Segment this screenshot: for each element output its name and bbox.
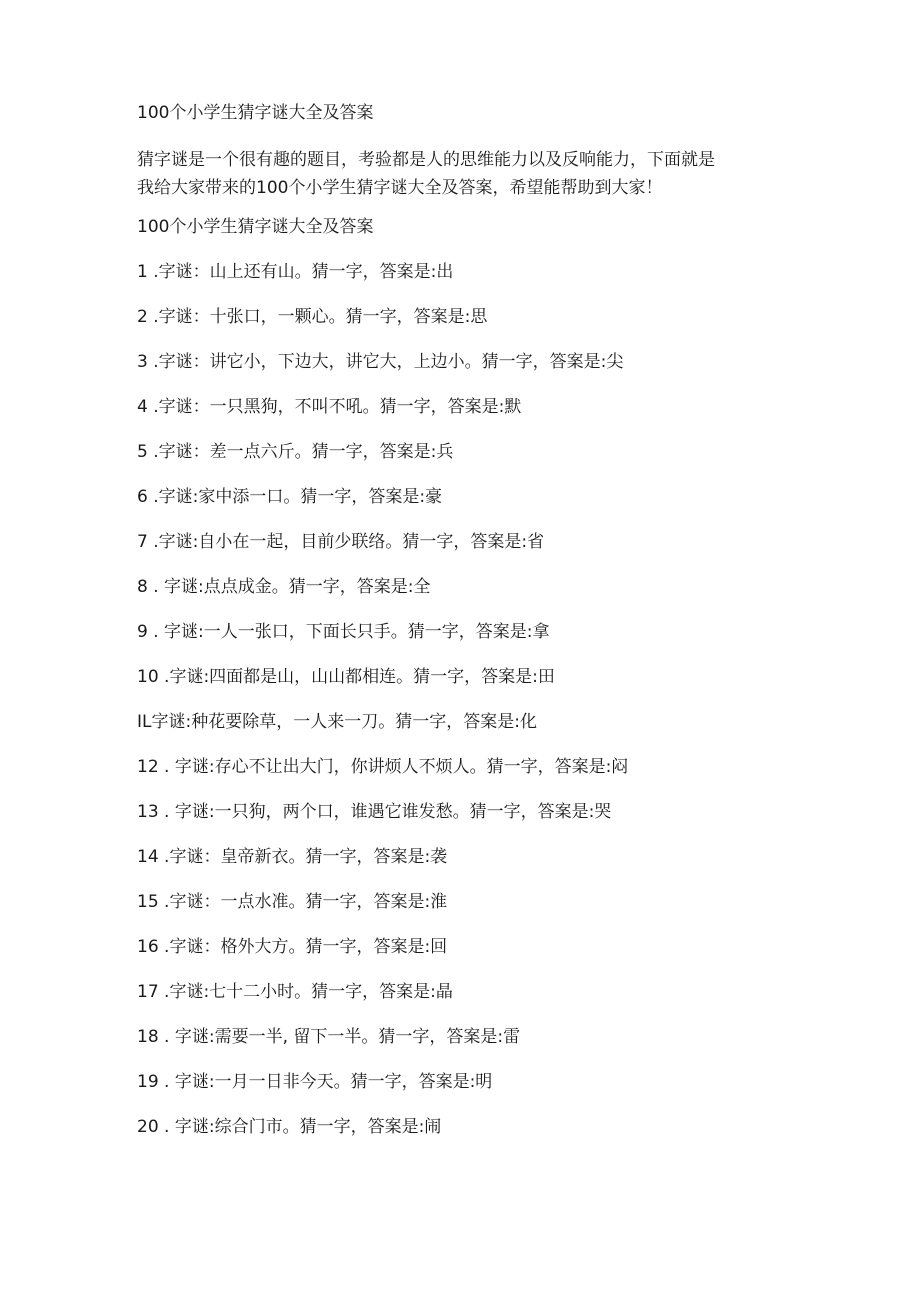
riddle-item: 16 .字谜：格外大方。猜一字，答案是:回	[137, 937, 448, 957]
riddle-item: 17 .字谜:七十二小时。猜一字，答案是:晶	[137, 982, 453, 1002]
riddle-item: 14 .字谜：皇帝新衣。猜一字，答案是:袭	[137, 847, 448, 867]
riddle-item: 10 .字谜:四面都是山，山山都相连。猜一字，答案是:田	[137, 667, 555, 687]
section-title: 100个小学生猜字谜大全及答案	[137, 217, 374, 237]
riddle-item: 5 .字谜：差一点六斤。猜一字，答案是:兵	[137, 442, 454, 462]
riddle-item: 6 .字谜:家中添一口。猜一字，答案是:豪	[137, 487, 443, 507]
intro-line: 我给大家带来的100个小学生猜字谜大全及答案，希望能帮助到大家！	[137, 178, 663, 198]
document-title: 100个小学生猜字谜大全及答案	[137, 103, 374, 123]
riddle-item: 13 . 字谜:一只狗，两个口，谁遇它谁发愁。猜一字，答案是:哭	[137, 802, 612, 822]
riddle-item: 2 .字谜：十张口，一颗心。猜一字，答案是:思	[137, 307, 488, 327]
riddle-item: 1 .字谜：山上还有山。猜一字，答案是:出	[137, 262, 454, 282]
riddle-item: 12 . 字谜:存心不让出大门，你讲烦人不烦人。猜一字，答案是:闷	[137, 757, 629, 777]
riddle-item: 3 .字谜：讲它小，下边大，讲它大，上边小。猜一字，答案是:尖	[137, 352, 624, 372]
riddle-item: 19 . 字谜:一月一日非今天。猜一字，答案是:明	[137, 1072, 493, 1092]
riddle-item: 15 .字谜：一点水准。猜一字，答案是:淮	[137, 892, 448, 912]
intro-line: 猜字谜是一个很有趣的题目，考验都是人的思维能力以及反响能力，下面就是	[137, 150, 715, 170]
riddle-list	[137, 260, 628, 1160]
riddle-item: 18 . 字谜:需要一半, 留下一半。猜一字，答案是:雷	[137, 1027, 521, 1047]
riddle-item: 7 .字谜:自小在一起，目前少联络。猜一字，答案是:省	[137, 532, 545, 552]
intro-paragraph	[137, 146, 787, 202]
riddle-item: 8 . 字谜:点点成金。猜一字，答案是:全	[137, 577, 431, 597]
riddle-item: 20 . 字谜:综合门市。猜一字，答案是:闹	[137, 1117, 442, 1137]
riddle-item: 4 .字谜：一只黑狗，不叫不吼。猜一字，答案是:默	[137, 397, 522, 417]
riddle-item: IL字谜:种花要除草，一人来一刀。猜一字，答案是:化	[137, 712, 537, 732]
riddle-item: 9 . 字谜:一人一张口，下面长只手。猜一字，答案是:拿	[137, 622, 550, 642]
